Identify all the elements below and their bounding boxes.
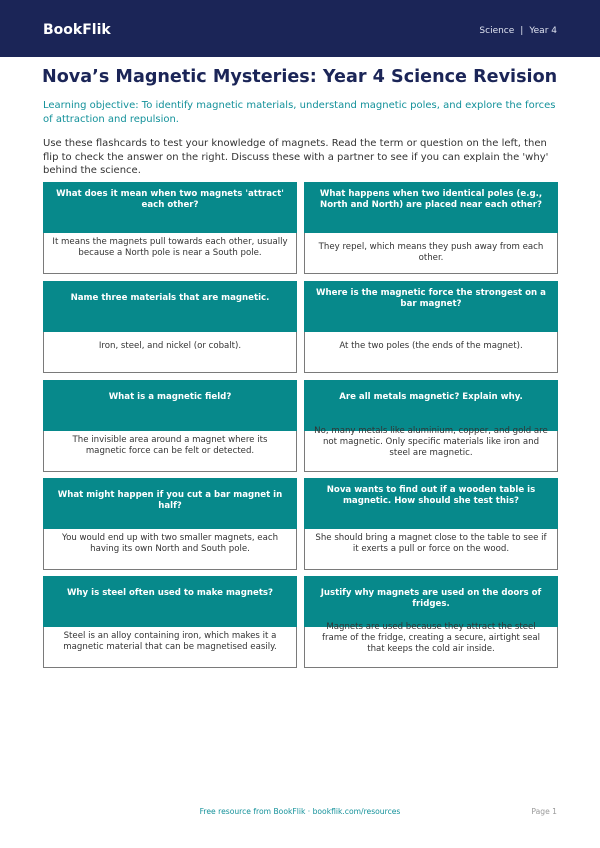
flashcard-answer [304,426,558,472]
flashcard-question: Justify why magnets are used on the doors of fridges. [304,576,558,627]
flashcard-answer: You would end up with two smaller magnets, each having its own North and South pole. [43,529,297,570]
intro-text: Use these flashcards to test your knowledge of magnets. Read the term or question on the left, then flip to check the answer on the right. Discuss these with a partner to see if you can explain the 'why' behind the science. [43,138,549,176]
page-number: Page 1 [531,807,557,816]
flashcard-question: What might happen if you cut a bar magnet in half? [43,478,297,529]
meta-separator: | [520,26,524,36]
header-bar [0,0,600,57]
flashcard-question: Name three materials that are magnetic. [43,281,297,332]
flashcard-question: What happens when two identical poles (e.g., North and North) are placed near each other? [304,182,558,233]
learning-objective: Learning objective: To identify magnetic materials, understand magnetic poles, and explore the forces of attraction and repulsion. [43,100,556,125]
flashcard-answer-text: Magnets are used because they attract the steel frame of the fridge, creating a secure, airtight seal that keeps the cold air inside. [321,622,541,654]
flashcard-question: Are all metals magnetic? Explain why. [304,380,558,431]
flashcard [304,576,558,668]
flashcard [43,478,297,570]
flashcard-question: What does it mean when two magnets 'attract' each other? [43,182,297,233]
flashcard [43,182,297,274]
flashcard [43,380,297,472]
header-meta [479,27,557,36]
flashcard-answer: They repel, which means they push away from each other. [304,233,558,274]
flashcard-answer: She should bring a magnet close to the table to see if it exerts a pull or force on the wood. [304,529,558,570]
flashcard [304,380,558,472]
flashcard [43,576,297,668]
flashcard-answer: Steel is an alloy containing iron, which makes it a magnetic material that can be magnetised easily. [43,627,297,668]
brand-logo[interactable]: BookFlik [43,22,111,38]
flashcard [43,281,297,373]
flashcard-answer: At the two poles (the ends of the magnet). [304,332,558,373]
flashcard-answer: Iron, steel, and nickel (or cobalt). [43,332,297,373]
flashcard-question: What is a magnetic field? [43,380,297,431]
page-title: Nova’s Magnetic Mysteries: Year 4 Science Revision [42,67,558,87]
subject-label: Science [479,26,515,36]
flashcard-answer: The invisible area around a magnet where its magnetic force can be felt or detected. [43,431,297,472]
flashcard-answer [304,622,558,668]
footer-link[interactable]: Free resource from BookFlik · bookflik.com/resources [199,807,401,816]
year-label: Year 4 [529,26,557,36]
flashcard-answer: It means the magnets pull towards each other, usually because a North pole is near a South pole. [43,233,297,274]
flashcard-question: Where is the magnetic force the strongest on a bar magnet? [304,281,558,332]
flashcard [304,478,558,570]
flashcard [304,281,558,373]
flashcard-question: Nova wants to find out if a wooden table is magnetic. How should she test this? [304,478,558,529]
flashcard-answer-text: No, many metals like aluminium, copper, and gold are not magnetic. Only specific materials like iron and steel are magnetic. [314,426,548,458]
flashcard-question: Why is steel often used to make magnets? [43,576,297,627]
flashcard [304,182,558,274]
